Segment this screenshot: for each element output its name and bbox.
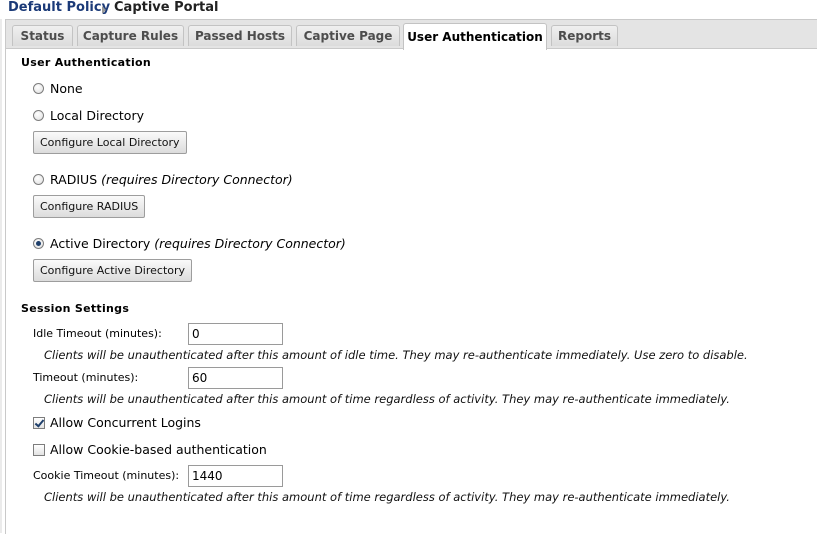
cookie-timeout-hint: Clients will be unauthenticated after this amount of time regardless of activity. They may re-authenticate immediately. <box>44 490 730 504</box>
idle-timeout-hint: Clients will be unauthenticated after this amount of idle time. They may re-authenticate immediately. Use zero to disable. <box>44 348 748 362</box>
tab-status[interactable]: Status <box>12 25 73 46</box>
user-authentication-title: User Authentication <box>21 56 152 69</box>
breadcrumb-parent-link[interactable]: Default Policy <box>8 0 111 15</box>
breadcrumb <box>0 0 817 19</box>
radio-none-label: None <box>50 81 83 96</box>
tab-passed-hosts[interactable]: Passed Hosts <box>188 25 292 46</box>
configure-local-directory-button[interactable]: Configure Local Directory <box>33 131 187 154</box>
session-settings-title: Session Settings <box>21 302 130 315</box>
cookie-timeout-label: Cookie Timeout (minutes): <box>33 469 180 482</box>
radio-radius-note: (requires Directory Connector) <box>101 172 293 187</box>
cookie-timeout-input[interactable] <box>188 465 283 487</box>
breadcrumb-separator-icon <box>102 6 106 14</box>
allow-cookie-auth-checkbox[interactable] <box>33 444 45 456</box>
tab-bar <box>5 19 817 50</box>
radio-local-directory[interactable] <box>33 110 44 121</box>
idle-timeout-input[interactable] <box>188 323 283 345</box>
left-edge-rule <box>0 19 2 533</box>
configure-active-directory-button[interactable]: Configure Active Directory <box>33 259 192 282</box>
tab-captive-page[interactable]: Captive Page <box>296 25 400 46</box>
radio-active-directory-label: Active Directory <box>50 236 151 251</box>
radio-active-directory-note: (requires Directory Connector) <box>154 236 346 251</box>
idle-timeout-label: Idle Timeout (minutes): <box>33 327 162 340</box>
tab-capture-rules[interactable]: Capture Rules <box>77 25 184 46</box>
radio-none[interactable] <box>33 83 44 94</box>
configure-radius-button[interactable]: Configure RADIUS <box>33 195 145 218</box>
radio-radius[interactable] <box>33 174 44 185</box>
allow-cookie-auth-label: Allow Cookie-based authentication <box>50 442 267 457</box>
user-authentication-panel <box>5 48 817 534</box>
tab-reports[interactable]: Reports <box>551 25 618 46</box>
allow-concurrent-logins-checkbox[interactable] <box>33 417 45 429</box>
radio-active-directory[interactable] <box>33 238 44 249</box>
timeout-label: Timeout (minutes): <box>33 371 139 384</box>
breadcrumb-current: Captive Portal <box>114 0 219 15</box>
timeout-hint: Clients will be unauthenticated after this amount of time regardless of activity. They may re-authenticate immediately. <box>44 392 730 406</box>
radio-radius-label-group <box>50 172 293 188</box>
timeout-input[interactable] <box>188 367 283 389</box>
tab-user-authentication[interactable]: User Authentication <box>403 23 547 50</box>
radio-active-directory-label-group <box>50 236 346 252</box>
radio-local-directory-label: Local Directory <box>50 108 144 123</box>
allow-concurrent-logins-label: Allow Concurrent Logins <box>50 415 201 430</box>
radio-radius-label: RADIUS <box>50 172 98 187</box>
